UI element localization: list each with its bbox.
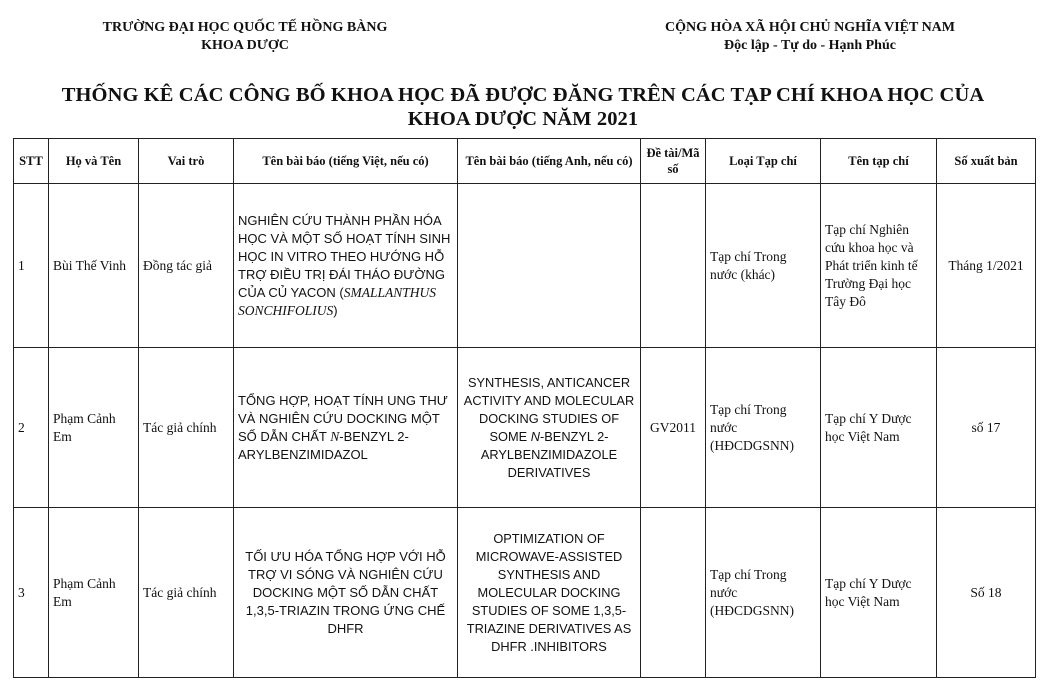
cell-journal-name: Tạp chí Y Dược học Việt Nam bbox=[821, 508, 937, 678]
table-row bbox=[14, 348, 1036, 508]
cell-role: Tác giả chính bbox=[139, 348, 234, 508]
table-row bbox=[14, 508, 1036, 678]
publications-table bbox=[13, 138, 1036, 678]
cell-stt: 2 bbox=[14, 348, 49, 508]
cell-issue: số 17 bbox=[937, 348, 1036, 508]
cell-title-en bbox=[458, 348, 641, 508]
header-issue: Số xuất bản bbox=[937, 139, 1036, 184]
cell-name: Phạm Cảnh Em bbox=[49, 508, 139, 678]
cell-name: Bùi Thế Vinh bbox=[49, 184, 139, 348]
cell-role: Tác giả chính bbox=[139, 508, 234, 678]
cell-name: Phạm Cảnh Em bbox=[49, 348, 139, 508]
title-en-text: OPTIMIZATION OF MICROWAVE-ASSISTED SYNTHESIS AND MOLECULAR DOCKING STUDIES OF SOME 1,3,5-TRIAZINE DERIVATIVES AS DHFR .INHIBITORS bbox=[466, 530, 632, 654]
header-title-vn: Tên bài báo (tiếng Việt, nếu có) bbox=[234, 139, 458, 184]
country-name: CỘNG HÒA XÃ HỘI CHỦ NGHĨA VIỆT NAM bbox=[664, 20, 955, 35]
cell-title-vn bbox=[234, 508, 458, 678]
cell-title-en bbox=[458, 508, 641, 678]
cell-project-code bbox=[641, 508, 706, 678]
title-vn-text: TỔNG HỢP, HOẠT TÍNH UNG THƯ VÀ NGHIÊN CỨU DOCKING MỘT SỐ DẪN CHẤT bbox=[238, 392, 448, 444]
title-vn-end: -BENZYL 2-ARYLBENZIMIDAZOL bbox=[238, 428, 409, 462]
cell-stt: 3 bbox=[14, 508, 49, 678]
cell-journal-name: Tạp chí Y Dược học Việt Nam bbox=[821, 348, 937, 508]
header-journal-type: Loại Tạp chí bbox=[706, 139, 821, 184]
cell-journal-type: Tạp chí Trong nước (khác) bbox=[706, 184, 821, 348]
cell-stt: 1 bbox=[14, 184, 49, 348]
motto: Độc lập - Tự do - Hạnh Phúc bbox=[724, 38, 896, 53]
cell-title-vn bbox=[234, 184, 458, 348]
cell-role: Đồng tác giả bbox=[139, 184, 234, 348]
university-name: TRƯỜNG ĐẠI HỌC QUỐC TẾ HỒNG BÀNG bbox=[102, 20, 388, 35]
table-row bbox=[14, 184, 1036, 348]
cell-project-code: GV2011 bbox=[641, 348, 706, 508]
cell-title-vn bbox=[234, 348, 458, 508]
header-role: Vai trò bbox=[139, 139, 234, 184]
title-vn-text: NGHIÊN CỨU THÀNH PHẦN HÓA HỌC VÀ MỘT SỐ HOẠT TÍNH SINH HỌC IN VITRO THEO HƯỚNG HỖ TRỢ ĐIỀU TRỊ ĐÁI THÁO ĐƯỜNG CỦA CỦ YACON ( bbox=[238, 212, 451, 300]
table-header-row bbox=[14, 139, 1036, 184]
header-title-en: Tên bài báo (tiếng Anh, nếu có) bbox=[458, 139, 641, 184]
cell-title-en bbox=[458, 184, 641, 348]
title-en-italic: N bbox=[530, 428, 540, 444]
cell-journal-type: Tạp chí Trong nước (HĐCDGSNN) bbox=[706, 348, 821, 508]
cell-issue: Tháng 1/2021 bbox=[937, 184, 1036, 348]
title-vn-text: TỐI ƯU HÓA TỔNG HỢP VỚI HỖ TRỢ VI SÓNG VÀ NGHIÊN CỨU DOCKING MỘT SỐ DẪN CHẤT 1,3,5-TRIAZIN TRONG ỨNG CHẾ DHFR bbox=[245, 548, 446, 636]
national-motto-header bbox=[600, 19, 1020, 55]
cell-journal-type: Tạp chí Trong nước (HĐCDGSNN) bbox=[706, 508, 821, 678]
cell-journal-name: Tạp chí Nghiên cứu khoa học và Phát triển kinh tế Trường Đại học Tây Đô bbox=[821, 184, 937, 348]
title-en-text: SYNTHESIS, ANTICANCER ACTIVITY AND MOLECULAR DOCKING STUDIES OF SOME bbox=[463, 374, 635, 444]
university-header bbox=[55, 19, 435, 55]
document-title bbox=[20, 83, 1026, 131]
header-journal-name: Tên tạp chí bbox=[821, 139, 937, 184]
cell-issue: Số 18 bbox=[937, 508, 1036, 678]
title-line-1: THỐNG KÊ CÁC CÔNG BỐ KHOA HỌC ĐÃ ĐƯỢC ĐĂNG TRÊN CÁC TẠP CHÍ KHOA HỌC CỦA bbox=[61, 84, 985, 106]
header-stt: STT bbox=[14, 139, 49, 184]
title-en-end: -BENZYL 2-ARYLBENZIMIDAZOLE DERIVATIVES bbox=[480, 428, 618, 480]
title-line-2: KHOA DƯỢC NĂM 2021 bbox=[407, 108, 639, 130]
title-vn-end: ) bbox=[333, 302, 338, 318]
title-vn-italic: SMALLANTHUS SONCHIFOLIUS bbox=[238, 284, 436, 318]
header-name: Họ và Tên bbox=[49, 139, 139, 184]
cell-project-code bbox=[641, 184, 706, 348]
header-project-code: Đề tài/Mã số bbox=[641, 139, 706, 184]
title-vn-italic: N bbox=[330, 428, 340, 444]
faculty-name: KHOA DƯỢC bbox=[201, 38, 289, 53]
